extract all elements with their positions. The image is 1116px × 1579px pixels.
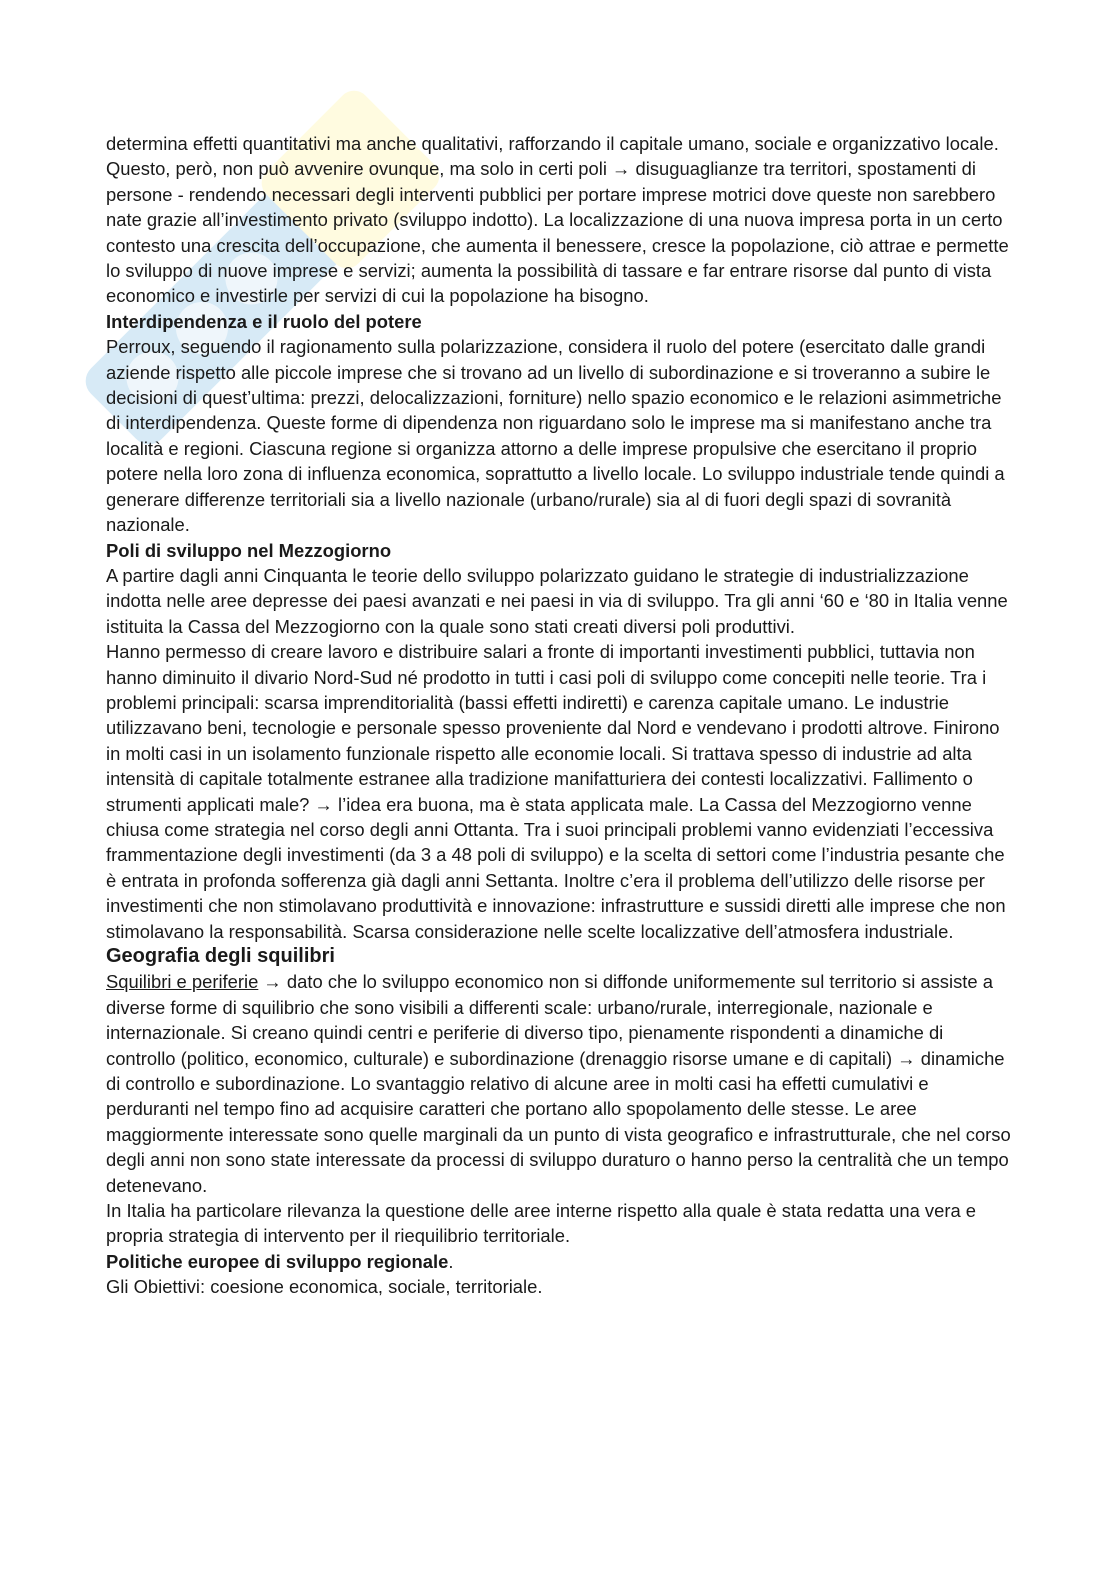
paragraph-problemi-poli: Hanno permesso di creare lavoro e distribuire salari a fronte di importanti investimenti pubblici, tuttavia non hanno diminuito il divario Nord-Sud né prodotto in tutti i casi poli di sviluppo come concepiti nelle teorie. Tra i problemi principali: scarsa imprenditorialità (bassi effetti indiretti) e carenza capitale umano. Le industrie utilizzavano beni, tecnologie e personale spesso proveniente dal Nord e vendevano i prodotti altrove. Finirono in molti casi in un isolamento funzionale rispetto alle economie locali. Si trattava spesso di industrie ad alta intensità di capitale totalmente estranee alla tradizione manifatturiera dei contesti localizzativi. Fallimento o strumenti applicati male? → l’idea era buona, ma è stata applicata male. La Cassa del Mezzogiorno venne chiusa come strategia nel corso degli anni Ottanta. Tra i suoi principali problemi vanno evidenziati l’eccessiva frammentazione degli investimenti (da 3 a 48 poli di sviluppo) e la scelta di settori come l’industria pesante che è entrata in profonda sofferenza già dagli anni Settanta. Inoltre c’era il problema dell’utilizzo delle risorse per investimenti che non stimolavano produttività e innovazione: infrastrutture e sussidi diretti alle imprese che non stimolavano la responsabilità. Scarsa considerazione nelle scelte localizzative dell’atmosfera industriale.: [106, 641, 1006, 942]
heading-politiche-europee: Politiche europee di sviluppo regionale: [106, 1250, 449, 1272]
heading-geografia-squilibri: Geografia degli squilibri: [106, 945, 335, 967]
paragraph-perroux: Perroux, seguendo il ragionamento sulla polarizzazione, considera il ruolo del potere (esercitato dalle grandi aziende rispetto alle piccole imprese che si trovano ad un livello di subordinazione e si troveranno a subire le decisioni di quest’ultima: prezzi, delocalizzazioni, forniture) nello spazio economico e le relazioni asimmetriche di interdipendenza. Queste forme di dipendenza non riguardano solo le imprese ma si manifestano anche tra località e regioni. Ciascuna regione si organizza attorno a delle imprese propulsive che esercitano il proprio potere nella loro zona di influenza economica, soprattutto a livello locale. Lo sviluppo industriale tende quindi a generare differenze territoriali sia a livello nazionale (urbano/rurale) sia al di fuori degli spazi di sovranità nazionale.: [106, 336, 1005, 536]
paragraph-obiettivi: Gli Obiettivi: coesione economica, sociale, territoriale.: [106, 1276, 543, 1298]
heading-politiche-suffix: .: [448, 1250, 454, 1272]
heading-politiche-europee-line: [106, 1249, 1016, 1274]
squilibri-text: → dato che lo sviluppo economico non si diffonde uniformemente sul territorio si assiste a diverse forme di squilibrio che sono visibili a differenti scale: urbano/rurale, interregionale, nazionale e internazionale. Si creano quindi centri e periferie di diverso tipo, pienamente rispondenti a dinamiche di controllo (politico, economico, culturale) e subordinazione (drenaggio risorse umane e di capitali) → dinamiche di controllo e subordinazione. Lo svantaggio relativo di alcune aree in molti casi ha effetti cumulativi e perduranti nel tempo fino ad acquisire caratteri che portano allo spopolamento delle stesse. Le aree maggiormente interessate sono quelle marginali da un punto di vista geografico e infrastrutturale, che nel corso degli anni non sono state interessate da processi di sviluppo duraturo o hanno perso la centralità che un tempo detenevano.: [106, 971, 1011, 1196]
paragraph-sviluppo-indotto: determina effetti quantitativi ma anche qualitativi, rafforzando il capitale umano, sociale e organizzativo locale. Questo, però, non può avvenire ovunque, ma solo in certi poli → disuguaglianze tra territori, spostamenti di persone - rendendo necessari degli interventi pubblici per portare imprese motrici dove queste non sarebbero nate grazie all’investimento privato (sviluppo indotto). La localizzazione di una nuova impresa porta in un certo contesto una crescita dell’occupazione, che aumenta il benessere, cresce la popolazione, ciò attrae e permette lo sviluppo di nuove imprese e servizi; aumenta la possibilità di tassare e far entrare risorse dal punto di vista economico e investirle per servizi di cui la popolazione ha bisogno.: [106, 133, 1009, 307]
heading-poli-mezzogiorno: Poli di sviluppo nel Mezzogiorno: [106, 539, 392, 561]
document-page: [106, 131, 1016, 1300]
heading-interdipendenza: Interdipendenza e il ruolo del potere: [106, 310, 422, 332]
paragraph-cassa-mezzogiorno: A partire dagli anni Cinquanta le teorie dello sviluppo polarizzato guidano le strategie di industrializzazione indotta nelle aree depresse dei paesi avanzati e nei paesi in via di sviluppo. Tra gli anni ‘60 e ‘80 in Italia venne istituita la Cassa del Mezzogiorno con la quale sono stati creati diversi poli produttivi.: [106, 564, 1008, 637]
squilibri-label: Squilibri e periferie: [106, 971, 259, 993]
paragraph-aree-interne: In Italia ha particolare rilevanza la questione delle aree interne rispetto alla quale è stata redatta una vera e propria strategia di intervento per il riequilibrio territoriale.: [106, 1200, 977, 1247]
paragraph-squilibri: [106, 969, 1016, 1198]
